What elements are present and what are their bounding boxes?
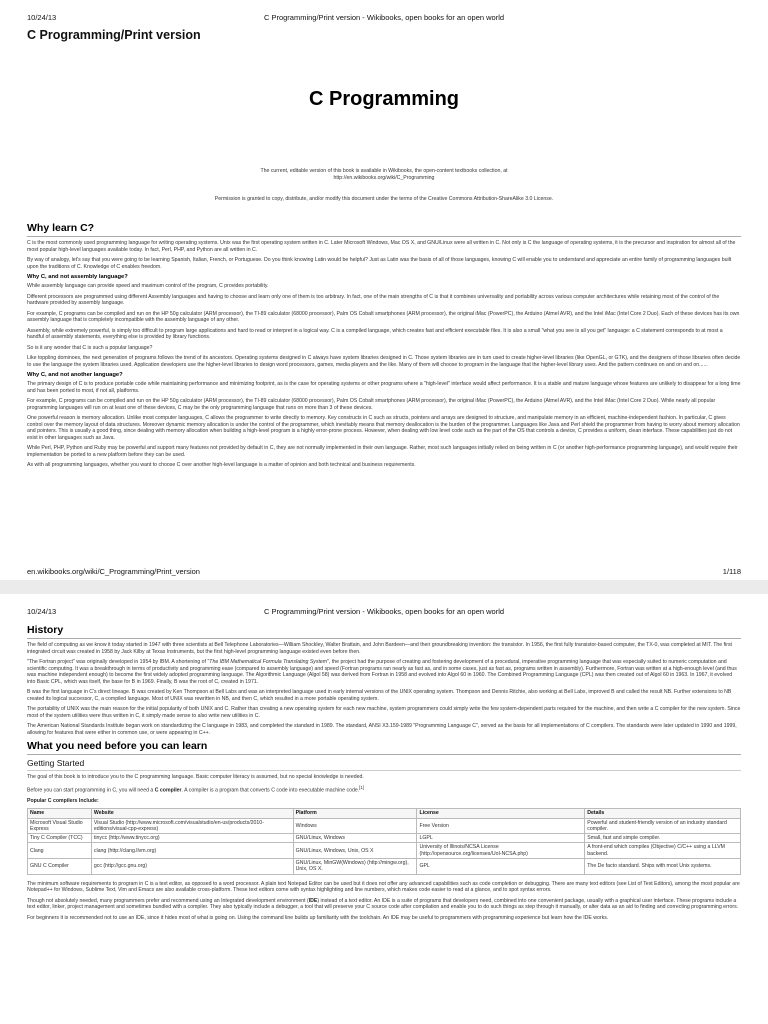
table-cell: Free Version (417, 818, 585, 834)
text-run: ) instead of a text editor. An IDE is a suite of programs that developers need, combined into one convenient package, usually with a graphical user interface. These programs include a text editor, linker, project management and sometimes bundled with a compiler. They also typically include a debugger, a tool that will preserve your C source code after compilation and enable you to do such things as step through it manually, or alter data as an aid to finding and correcting programming errors. (27, 897, 739, 911)
table-cell: GPL (417, 859, 585, 875)
table-row (28, 843, 741, 859)
paragraph: The field of computing as we know it today started in 1947 with three scientists at Bell Telephone Laboratories—William Shockley, Walter Brattain, and John Bardeen—and their groundbreaking invention: the transistor. In 1956, the first fully transistor-based computer, the TX-0, was completed at MIT. The first integrated circuit was created in 1958 by Jack Kilby at Texas Instruments, but the first high-level programming language existed even before then. (27, 642, 732, 655)
note-line-2: http://en.wikibooks.org/wiki/C_Programming (333, 174, 435, 181)
column-header: Name (28, 809, 92, 818)
paragraph: For beginners it is recommended not to use an IDE, since it hides most of what is going on. Using the command line builds up familiarity with the toolchain. An IDE may be useful to programmers with programming experience but learn how the IDE works. (27, 914, 609, 921)
paragraph: The goal of this book is to introduce you to the C programming language. Basic computer literacy is assumed, but no special knowledge is needed. (27, 774, 364, 780)
table-cell: A front-end which compiles (Objective) C/C++ using a LLVM backend. (585, 843, 741, 859)
text-run: "The Fortran project" was originally developed in 1954 by IBM. A shortening of " (27, 659, 210, 665)
header-title: C Programming/Print version - Wikibooks, open books for an open world (263, 13, 505, 22)
paragraph: Assembly, while extremely powerful, is simply too difficult to program large applications and hard to read or interpret in a logical way. C is a compiled language, which creates fast and efficient executable files. It is also a small "what you see is all you get" language: a C statement corresponds to at most a handful of assembly statements, everything else is provided by library functions. (27, 327, 723, 340)
page-footer (27, 567, 741, 577)
table-cell-link[interactable]: Visual Studio (http://www.microsoft.com/visualstudio/en-us/products/2010-editions/visual-cpp-express) (91, 818, 293, 834)
paragraph: For example, C programs can be compiled and run on the HP 50g calculator (ARM processor), the TI-89 calculator (68000 processor), Palm OS Cobalt smartphones (ARM processor), the original iMac (PowerPC), the Arduino (Atmel AVR), and the Intel iMac (Intel Core 2 Duo). Each of these devices has its own assembly language that is completely incompatible with the assembly language of any other. (27, 310, 740, 323)
table-caption (27, 798, 741, 805)
paragraph: The American National Standards Institute began work on standardizing the C language in 1983, and completed the standard in 1989. The standard, ANSI X3.159-1989 "Programming Language C", served as the basis for all implementations of C compilers. The standards were later updated in 1990 and 1999, allowing for features that were either in common use, or were appearing in C++. (27, 723, 737, 736)
paragraph (27, 898, 741, 911)
license-note: Permission is granted to copy, distribute, and/or modify this document under the terms of the Creative Commons Attribution-ShareAlike 3.0 License. (214, 196, 554, 202)
column-header: Details (585, 809, 741, 818)
paragraph: One powerful reason is memory allocation. Unlike most computer languages, C allows the programmer to write directly to memory. Key constructs in C such as structs, pointers and arrays are designed to structure, and manipulate memory in an efficient, machine-independent fashion. In particular, C gives control over the memory layout of data structures. Moreover dynamic memory allocation is under the control of the programmer, which inevitably means that memory deallocation is the burden of the programmer. Languages like Java and Perl shield the programmer from having to worry about memory allocation and pointers. This is usually a good thing, since dealing with memory allocation when building a high-level program is a highly error-prone process. However, when dealing with low level code such as the part of the OS that controls a device, C provides a uniform, clean interface. These capabilities just do not exist in other languages such as Java. (27, 415, 740, 441)
paragraph: The primary design of C is to produce portable code while maintaining performance and minimizing footprint, as is the case for operating systems or other programs where a "high-level" interface would affect performance. It is a stable and mature language whose features are unlikely to disappear for a long time and has been ported to most, if not all, platforms. (27, 381, 741, 394)
footer-url: en.wikibooks.org/wiki/C_Programming/Print_version (27, 567, 200, 576)
history-section (27, 624, 741, 925)
footer-page-number: 1/118 (722, 567, 741, 576)
table-row (28, 859, 741, 875)
table-cell-link[interactable]: clang (http://clang.llvm.org) (91, 843, 293, 859)
text-run: Though not absolutely needed, many programmers prefer and recommend using an Integrated development environment ( (27, 897, 309, 904)
book-title: C Programming (308, 88, 460, 110)
paragraph: Different processors are programmed using different Assembly languages and having to choose and learn only one of them is too arbitrary. In fact, one of the main strengths of C is that it combines universality and portability across various computer architectures while retaining most of the control of the hardware provided by assembly language. (27, 293, 720, 306)
table-cell: GNU C Compiler (28, 859, 92, 875)
italic-text: The IBM Mathematical Formula Translating System (209, 659, 328, 665)
table-row (28, 818, 741, 834)
paragraph: While assembly language can provide speed and maximum control of the program, C provides portability. (27, 283, 269, 289)
paragraph: By way of analogy, let's say that you were going to be learning Spanish, Italian, French, or Portuguese. Do you think knowing Latin would be helpful? Just as Latin was the basis of all of those languages, knowing C will enable you to understand and appreciate an entire family of programming languages built upon the traditions of C. Knowledge of C enables freedom. (27, 257, 732, 270)
paragraph: C is the most commonly used programming language for writing operating systems. Unix was the first operating system written in C. Later Microsoft Windows, Mac OS X, and GNU/Linux were all written in C. Not only is C the language of operating systems, it is the precursor and inspiration for almost all of the most popular high-level languages available today. In fact, Perl, PHP, and Python are all written in C. (27, 240, 736, 253)
table-cell: Windows (293, 818, 417, 834)
paragraph: As with all programming languages, whether you want to choose C over another high-level language is a matter of opinion and both technical and business requirements. (27, 462, 416, 468)
table-cell-link[interactable]: tinycc (http://www.tinycc.org) (91, 834, 293, 843)
column-header: Website (91, 809, 293, 818)
bold-text: IDE (308, 897, 318, 904)
subsection-heading-getting-started: Getting Started (27, 758, 741, 771)
why-learn-section (27, 222, 741, 473)
table-cell: GNU/Linux, Windows, Unix, OS X (293, 843, 417, 859)
editable-version-note (140, 168, 628, 181)
subheading-assembly: Why C, and not assembly language? (27, 274, 128, 280)
table-cell: Powerful and student-friendly version of an industry standard compiler. (585, 818, 741, 834)
section-heading-history: History (27, 624, 741, 639)
print-version-title: C Programming/Print version (27, 28, 201, 42)
table-cell: LGPL (417, 834, 585, 843)
text-run: Before you can start programming in C, you will need a (27, 787, 155, 794)
page-header (27, 13, 741, 25)
paragraph: While Perl, PHP, Python and Ruby may be powerful and support many features not provided by default in C, they are not normally implemented in their own language. Rather, most such languages initially relied on being written in C (or another high-performance programming language), and would require their implementation be ported to a new platform before they can be used. (27, 445, 738, 458)
section-heading-why: Why learn C? (27, 222, 741, 237)
page-separator (0, 580, 768, 594)
paragraph: The portability of UNIX was the main reason for the initial popularity of both UNIX and C. Rather than creating a new operating system for each new machine, system programmers could simply write the few system-dependent parts required for the machine, and then write a C compiler for the new system. Since most of the system utilities were thus written in C, it simply made sense to also write new utilities in C. (27, 706, 741, 719)
paragraph: For example, C programs can be compiled and run on the HP 50g calculator (ARM processor), the TI-89 calculator (68000 processor), Palm OS Cobalt smartphones (ARM processor), the original iMac (PowerPC), the Arduino (Atmel AVR), and the Intel iMac (Intel Core 2 Duo). While nearly all popular programming languages will run on at least one of these devices, C may be the only programming language that runs on more than 3 of these devices. (27, 398, 716, 411)
reference-link[interactable]: [1] (359, 784, 364, 790)
table-cell: Small, fast and simple compiler. (585, 834, 741, 843)
bold-text: Popular C compilers Include: (27, 797, 99, 804)
compilers-table (27, 808, 741, 874)
column-header: License (417, 809, 585, 818)
text-run: ", the project had the purpose of creating and fostering development of a procedural, imperative programming language that was especially suited to numeric computation and scientific computing. It was a breakthrough in terms of productivity and programming ease (compared to assembly language) and speed (Fortran programs ran nearly as fast as, and in some cases, just as fast as, programs written in assembly). Furthermore, Fortran was written at a high-enough level (and thus was machine independent enough) to become the first widely adopted programming language. The Algorithmic Language (Algol 58) was derived from Fortran in 1958 and evolved into Algol 60 in 1960. The Combined Programming Language (CPL) was then created out of Algol 60 in 1963. In 1967, it evolved into Basic CPL, which was itself, the base for B in 1969. Finally, B was the root of C, created in 1971. (27, 659, 737, 685)
paragraph: B was the first language in C's direct lineage. B was created by Ken Thompson at Bell Labs and was an interpreted language used in early internal versions of the UNIX operating system. Thompson and Dennis Ritchie, also working at Bell Labs, improved B and called the result NB. Further extensions to NB created its logical successor, C, a compiled language. Most of UNIX was rewritten in NB, and then C, which resulted in a more portable operating system. (27, 689, 732, 702)
table-cell: Microsoft Visual Studio Express (28, 818, 92, 834)
table-cell: GNU/Linux, Windows (293, 834, 417, 843)
table-cell-link[interactable]: gcc (http://gcc.gnu.org) (91, 859, 293, 875)
text-run: . A compiler is a program that converts C code into executable machine code. (181, 787, 360, 794)
table-cell: Tiny C Compiler (TCC) (28, 834, 92, 843)
paragraph: Like toppling dominoes, the next generation of programs follows the trend of its ancestors. Operating systems designed in C always have system libraries designed in C. Those system libraries are in turn used to create higher-level libraries (like OpenGL, or GTK), and the designers of those libraries often decide to use the language the system libraries used. Application developers use the higher-level libraries to design word processors, games, media players and the like. Many of them will choose to program in the language that the higher-level library uses. And the pattern continues on and on and on...... (27, 355, 741, 368)
column-header: Platform (293, 809, 417, 818)
subheading-another-language: Why C, and not another language? (27, 372, 123, 378)
table-cell: GNU/Linux, MinGW(Windows) (http://mingw.org), Unix, OS X. (293, 859, 417, 875)
note-line-1: The current, editable version of this book is available in Wikibooks, the open-content textbooks collection, at (260, 168, 508, 174)
page-header (27, 607, 741, 619)
paragraph (27, 785, 741, 794)
table-row (28, 834, 741, 843)
table-cell: Clang (28, 843, 92, 859)
table-cell: University of Illinois/NCSA License (http://opensource.org/licenses/UoI-NCSA.php) (417, 843, 585, 859)
section-heading-what-you-need: What you need before you can learn (27, 740, 741, 755)
print-page-2 (0, 594, 768, 1024)
table-cell: The De facto standard. Ships with most Unix systems. (585, 859, 741, 875)
paragraph: So is it any wonder that C is such a popular language? (27, 344, 153, 351)
header-date: 10/24/13 (27, 13, 57, 22)
header-date: 10/24/13 (27, 607, 57, 616)
paragraph (27, 659, 741, 685)
bold-text: C compiler (154, 787, 182, 794)
header-title: C Programming/Print version - Wikibooks, open books for an open world (263, 607, 505, 616)
table-header-row (28, 809, 741, 818)
paragraph: The minimum software requirements to program in C is a text editor, as opposed to a word processor. A plain text Notepad Editor can be used but it does not offer any advanced capabilities such as code completion or debugging. There are many text editors (see List of Text Editors), among the most popular are Notepad++ for Windows, Sublime Text, Vim and Emacs are also available cross-platform. These text editors come with syntax highlighting and line numbers, which makes code easier to read at a glance, and to spot syntax errors. (27, 880, 740, 894)
